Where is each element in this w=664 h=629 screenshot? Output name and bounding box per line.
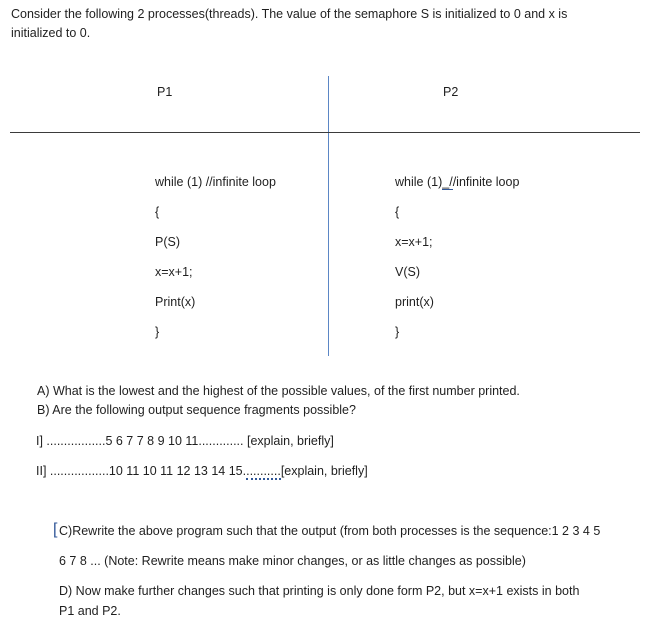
p1-code-line: P(S) [155, 235, 180, 249]
intro-line-2: initialized to 0. [11, 26, 91, 40]
question-d-line-1: D) Now make further changes such that printing is only done form P2, but x=x+1 exists in both [59, 584, 580, 598]
question-c-line-2: 6 7 8 ... (Note: Rewrite means make minor changes, or as little changes as possible) [59, 554, 526, 568]
question-a: A) What is the lowest and the highest of the possible values, of the first number printed. [37, 384, 520, 398]
p1-code-line: Print(x) [155, 295, 196, 309]
question-b-fragment-2 [36, 464, 368, 478]
intro-line-1: Consider the following 2 processes(threads). The value of the semaphore S is initialized to 0 and x is [11, 7, 568, 21]
question-c-line-1: C)Rewrite the above program such that the output (from both processes is the sequence:1 2 3 4 5 [59, 524, 601, 538]
p2-header: P2 [443, 85, 459, 99]
p2-code-line: x=x+1; [395, 235, 433, 249]
question-b-fragment-1: I] .................5 6 7 7 8 9 10 11............. [explain, briefly] [36, 434, 334, 448]
question-b: B) Are the following output sequence fragments possible? [37, 403, 356, 417]
fragment-2-suffix: [explain, briefly] [280, 464, 368, 478]
p1-header: P1 [157, 85, 173, 99]
p2-code-line: { [395, 205, 400, 219]
p2-code-line: V(S) [395, 265, 420, 279]
p2-code-line [395, 175, 519, 189]
p2-while-prefix: while (1) [395, 175, 443, 189]
p2-code-line: } [395, 325, 400, 339]
question-d-line-2: P1 and P2. [59, 604, 121, 618]
p1-code-line: } [155, 325, 160, 339]
p1-code-line: x=x+1; [155, 265, 193, 279]
cursor-bracket-mark: [ [53, 521, 58, 538]
p1-code-line: while (1) //infinite loop [155, 175, 276, 189]
p1-code-line: { [155, 205, 160, 219]
p2-marked-text: _/ [442, 175, 453, 189]
p2-code-line: print(x) [395, 295, 434, 309]
table-horizontal-divider [10, 132, 640, 133]
table-vertical-divider [328, 76, 329, 356]
fragment-2-prefix: II] .................10 11 10 11 12 13 14 15. [36, 464, 247, 478]
fragment-2-marked: .......... [246, 464, 281, 478]
p2-while-suffix: /infinite loop [452, 175, 520, 189]
